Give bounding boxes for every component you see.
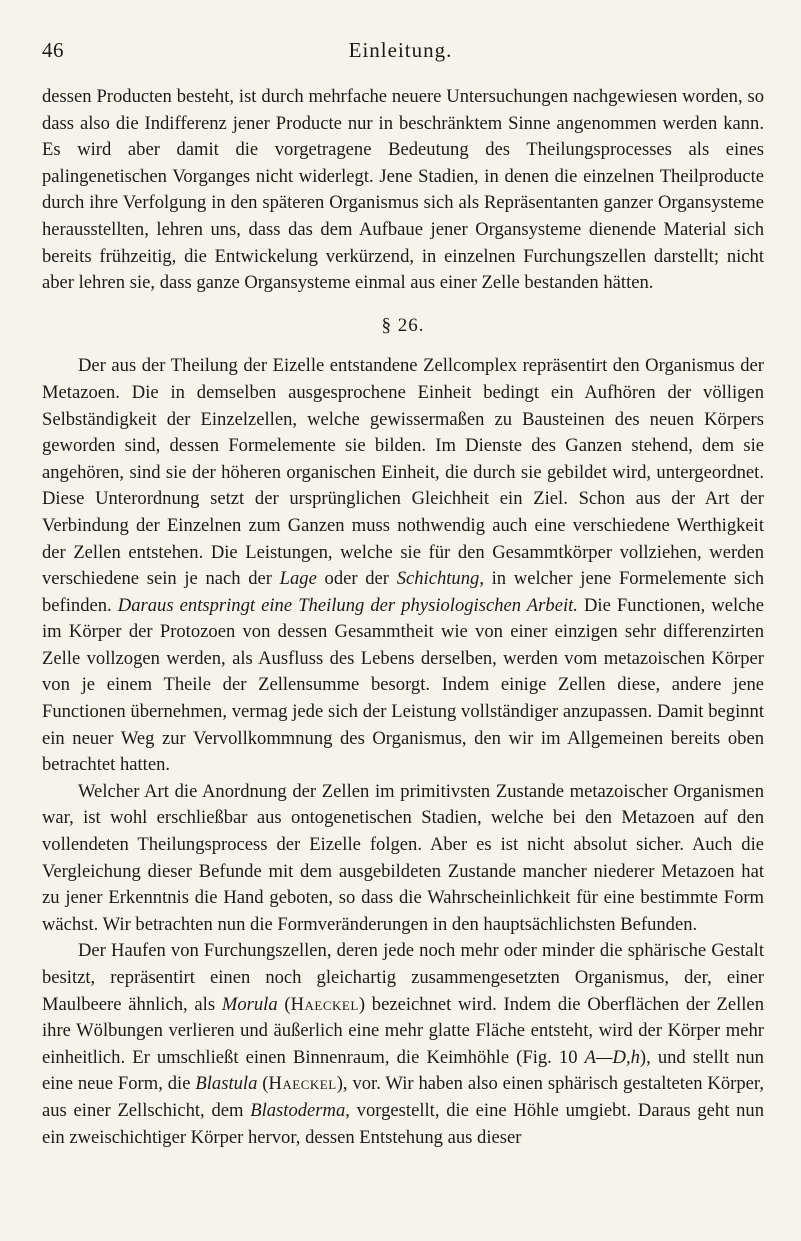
body-text <box>42 84 764 1151</box>
italic-term-blastoderma: Blastoderma <box>250 1099 346 1121</box>
paragraph-1 <box>42 353 764 779</box>
text-run: ( <box>257 1073 269 1095</box>
page-header <box>0 38 801 66</box>
text-run: ) bezeichnet wird. Indem die Oberflächen der Zellen ihre Wölbungen verlieren und äußerlich eine mehr glatte Fläche entsteht, wird der Körper mehr einheitlich. Er umschließt einen Binnenraum, die Keimhöhle (Fig. 10 <box>42 993 764 1068</box>
text-run: Der aus der Theilung der Eizelle entstandene Zellcomplex repräsentirt den Organismus der Metazoen. Die in demselben ausgesprochene Einheit bedingt ein Aufhören der völligen Selbständigkeit der Einzelzellen, welche gewissermaßen zu Bausteinen des neuen Körpers geworden sind, dessen Formelemente sie bilden. Im Dienste des Ganzen stehend, dem sie angehören, sind sie der höheren organischen Einheit, die durch sie gebildet wird, untergeordnet. Diese Unterordnung setzt der ursprünglichen Gleichheit ein Ziel. Schon aus der Art der Verbindung der Einzelnen zum Ganzen muss nothwendig auch eine verschiedene Werthigkeit der Zellen entstehen. Die Leistungen, welche sie für den Gesammtkörper vollziehen, werden verschiedene sein je nach der <box>42 355 764 590</box>
italic-sentence: Daraus entspringt eine Theilung der physiologischen Arbeit. <box>117 594 578 616</box>
section-heading: § 26. <box>381 314 425 336</box>
text-run: oder der <box>316 568 397 590</box>
author-name: Haeckel <box>268 1073 337 1095</box>
paragraph-2: Welcher Art die Anordnung der Zellen im primitivsten Zustande metazoischer Organismen war, ist wohl erschließbar aus ontogenetischen Stadien, welche bei den Metazoen auf den vollendeten Theilungsprocess der Eizelle folgen. Aber es ist nicht absolut sicher. Auch die Vergleichung dieser Befunde mit dem ausgebildeten Zustande mancher niederer Metazoen hat zu jener Erkenntnis die Hand geboten, so dass die Wahrscheinlichkeit für eine bestimmte Form wächst. Wir betrachten nun die Formveränderungen in den hauptsächlichsten Befunden. <box>42 780 764 935</box>
text-run: Der Haufen von Furchungszellen, deren jede noch mehr oder minder die sphärische Gestalt besitzt, repräsentirt einen noch gleichartig zusammengesetzten Organismus, der, einer Maulbeere ähnlich, als <box>42 940 764 1015</box>
text-run: ( <box>277 993 291 1015</box>
text-run: ), vor. Wir haben also einen sphärisch gestalteten Körper, aus einer Zellschicht, dem <box>42 1073 764 1121</box>
italic-term-morula: Morula <box>221 993 278 1015</box>
figure-ref-italic: A—D,h <box>584 1046 640 1068</box>
text-run: , vorgestellt, die eine Höhle umgiebt. Daraus geht nun ein zweischichtiger Körper hervor, dessen Entstehung aus dieser <box>42 1099 764 1148</box>
paragraph-3 <box>42 938 764 1151</box>
italic-term-lage: Lage <box>279 568 317 590</box>
text-run: Die Functionen, welche im Körper der Protozoen von dessen Gesammtheit wie von einer einzigen sehr differenzirten Zelle vollzogen werden, als Ausfluss des Lebens derselben, werden vom metazoischen Körper von je einem Theile der Zellensumme besorgt. Indem einige Zellen diese, andere jene Functionen übernehmen, vermag jede sich der Leistung vollständiger anzupassen. Damit beginnt ein neuer Weg zur Vervollkommnung des Organismus, den wir im Allgemeinen bereits oben betrachtet hatten. <box>42 594 764 776</box>
running-head: Einleitung. <box>348 38 453 62</box>
intro-paragraph: dessen Producten besteht, ist durch mehrfache neuere Untersuchungen nachgewiesen worden, so dass also die Indifferenz jener Producte nur in beschränktem Sinne angenommen werden kann. Es wird aber damit die vorgetragene Bedeutung des Theilungsprocesses als eines palingenetischen Vorganges nicht widerlegt. Jene Stadien, in denen die einzelnen Theilproducte durch ihre Verfolgung in den späteren Organismus sich als Repräsentanten ganzer Organsysteme herausstellten, lehren uns, dass das dem Aufbaue jener Organsysteme dienende Material sich bereits frühzeitig, die Entwickelung verkürzend, in einzelnen Furchungszellen darstellt; nicht aber lehren sie, dass ganze Organsysteme einmal aus einer Zelle bestanden hätten. <box>42 86 764 294</box>
italic-term-blastula: Blastula <box>195 1073 258 1095</box>
author-name: Haeckel <box>290 993 359 1015</box>
text-run: , in welcher jene Formelemente sich befinden. <box>42 568 764 616</box>
text-run: ), und stellt nun eine neue Form, die <box>42 1046 764 1095</box>
page-number: 46 <box>42 38 64 62</box>
italic-term-schichtung: Schichtung <box>396 568 480 590</box>
